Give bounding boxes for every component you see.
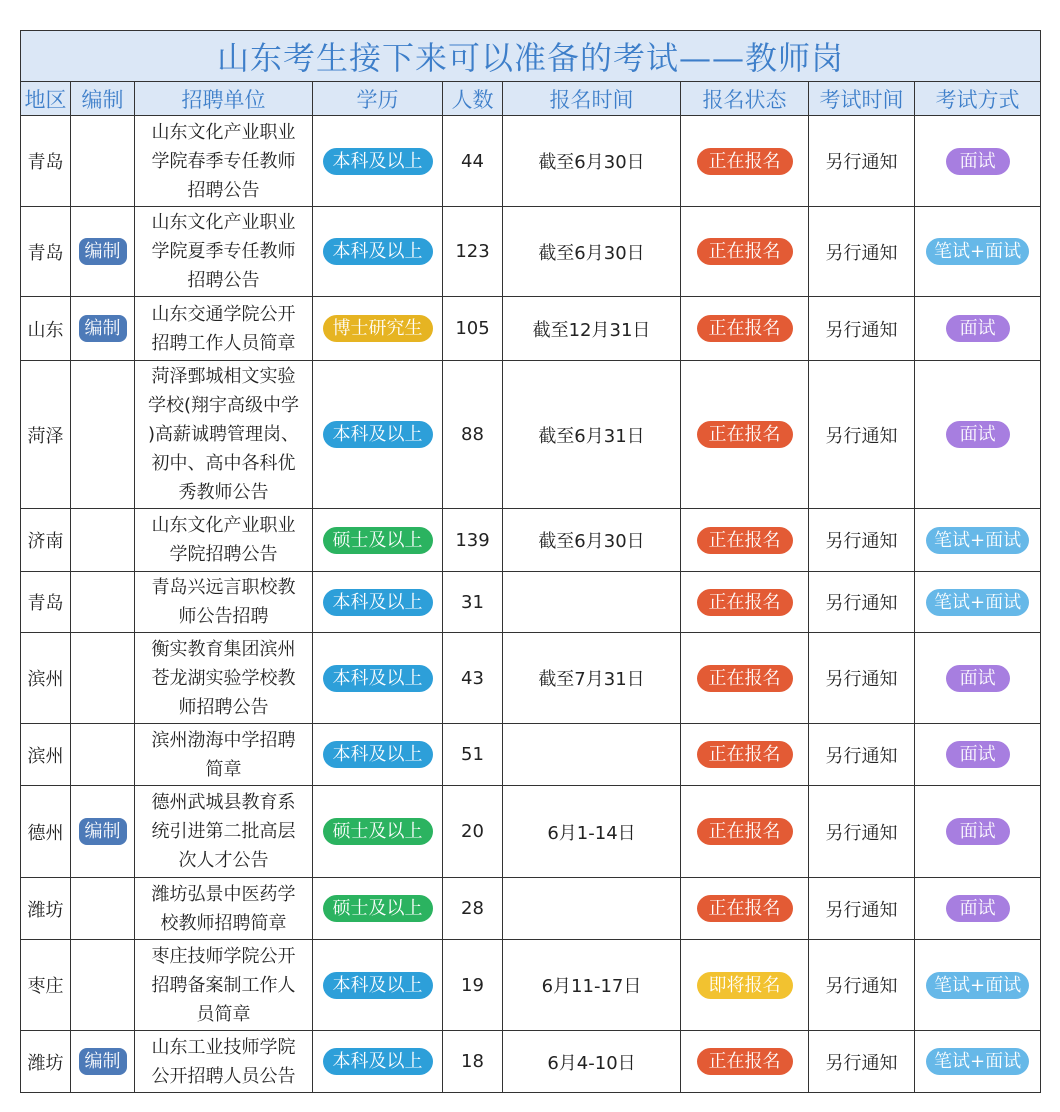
mode-badge: 笔试+面试: [926, 1048, 1029, 1075]
org-line: 秀教师公告: [178, 482, 269, 503]
cell-signup-time: [503, 724, 681, 786]
org-line: 苍龙湖实验学校教: [151, 667, 296, 689]
org-line: 次人才公告: [178, 850, 269, 871]
bianzhi-badge: 编制: [79, 315, 127, 342]
cell-status: [681, 878, 809, 940]
cell-bianzhi: [71, 572, 135, 633]
cell-mode: [915, 509, 1041, 572]
cell-status: [681, 786, 809, 878]
cell-org: [135, 207, 313, 297]
mode-badge: 面试: [946, 665, 1010, 692]
signup-time-text: 6月11-17日: [541, 976, 642, 997]
table-row: [21, 361, 1041, 509]
cell-org: [135, 509, 313, 572]
org-line: 校教师招聘简章: [160, 912, 287, 934]
exam-time-text: 另行通知: [825, 976, 898, 997]
table-title: 山东考生接下来可以准备的考试——教师岗: [21, 31, 1041, 82]
cell-count: [443, 878, 503, 940]
edu-badge: 本科及以上: [323, 1048, 433, 1075]
cell-count: [443, 207, 503, 297]
cell-edu: [313, 207, 443, 297]
cell-edu: [313, 572, 443, 633]
exam-time-text: 另行通知: [825, 152, 898, 173]
cell-bianzhi: [71, 116, 135, 207]
region-text: 德州: [27, 822, 64, 844]
cell-org: [135, 786, 313, 878]
cell-exam-time: [809, 878, 915, 940]
region-text: 济南: [27, 531, 64, 552]
status-badge: 正在报名: [697, 148, 793, 175]
org-line: 师招聘公告: [178, 696, 269, 718]
cell-region: [21, 207, 71, 297]
edu-badge: 硕士及以上: [323, 895, 433, 922]
cell-mode: [915, 724, 1041, 786]
header-signup-time: 报名时间: [503, 82, 681, 116]
mode-badge: 笔试+面试: [926, 527, 1029, 554]
mode-badge: 笔试+面试: [926, 589, 1029, 616]
cell-status: [681, 1031, 809, 1093]
cell-bianzhi: [71, 1031, 135, 1093]
cell-org: [135, 572, 313, 633]
header-count: 人数: [443, 82, 503, 116]
signup-time-text: 截至12月31日: [532, 319, 651, 341]
status-badge: 正在报名: [697, 527, 793, 554]
org-line: 菏泽鄄城相文实验: [151, 366, 296, 387]
bianzhi-badge: 编制: [79, 818, 127, 845]
count-text: 123: [455, 241, 490, 262]
cell-edu: [313, 297, 443, 361]
org-line: 招聘工作人员简章: [151, 332, 296, 354]
header-edu: 学历: [313, 82, 443, 116]
mode-badge: 面试: [946, 315, 1010, 342]
header-mode: 考试方式: [915, 82, 1041, 116]
region-text: 青岛: [27, 242, 64, 264]
org-line: 学院夏季专任教师: [151, 241, 296, 262]
cell-region: [21, 116, 71, 207]
cell-mode: [915, 361, 1041, 509]
org-line: 学校(翔宇高级中学: [147, 395, 300, 416]
cell-signup-time: [503, 207, 681, 297]
edu-badge: 博士研究生: [323, 315, 433, 342]
cell-status: [681, 724, 809, 786]
cell-status: [681, 361, 809, 509]
edu-badge: 本科及以上: [323, 972, 433, 999]
status-badge: 正在报名: [697, 315, 793, 342]
status-badge: 即将报名: [697, 972, 793, 999]
cell-count: [443, 724, 503, 786]
header-org: 招聘单位: [135, 82, 313, 116]
bianzhi-badge: 编制: [79, 1048, 127, 1075]
signup-time-text: 截至6月30日: [538, 531, 645, 552]
count-text: 105: [455, 318, 490, 339]
cell-edu: [313, 1031, 443, 1093]
cell-org: [135, 724, 313, 786]
count-text: 28: [461, 898, 484, 919]
org-line: 学院春季专任教师: [151, 150, 296, 172]
cell-edu: [313, 633, 443, 724]
cell-mode: [915, 786, 1041, 878]
edu-badge: 本科及以上: [323, 741, 433, 768]
cell-bianzhi: [71, 509, 135, 572]
exam-time-text: 另行通知: [825, 822, 898, 844]
exam-time-text: 另行通知: [825, 1052, 898, 1074]
cell-mode: [915, 878, 1041, 940]
cell-region: [21, 572, 71, 633]
edu-badge: 硕士及以上: [323, 527, 433, 554]
cell-signup-time: [503, 297, 681, 361]
count-text: 43: [461, 667, 484, 689]
cell-exam-time: [809, 940, 915, 1031]
count-text: 44: [461, 150, 484, 172]
cell-count: [443, 940, 503, 1031]
count-text: 51: [461, 744, 484, 765]
cell-signup-time: [503, 940, 681, 1031]
status-badge: 正在报名: [697, 589, 793, 616]
org-line: 师公告招聘: [178, 606, 269, 627]
cell-org: [135, 940, 313, 1031]
count-text: 18: [461, 1051, 484, 1072]
cell-signup-time: [503, 361, 681, 509]
region-text: 青岛: [27, 593, 64, 614]
cell-signup-time: [503, 633, 681, 724]
cell-mode: [915, 633, 1041, 724]
cell-bianzhi: [71, 297, 135, 361]
count-text: 19: [461, 974, 484, 996]
table-row: [21, 940, 1041, 1031]
edu-badge: 本科及以上: [323, 589, 433, 616]
cell-bianzhi: [71, 786, 135, 878]
count-text: 139: [455, 529, 490, 551]
cell-exam-time: [809, 633, 915, 724]
signup-time-text: 截至6月30日: [538, 242, 645, 264]
cell-exam-time: [809, 786, 915, 878]
cell-region: [21, 724, 71, 786]
org-line: 招聘备案制工作人: [151, 974, 296, 996]
org-line: 员简章: [196, 1003, 251, 1025]
cell-region: [21, 297, 71, 361]
region-text: 滨州: [27, 745, 64, 767]
cell-signup-time: [503, 878, 681, 940]
table-row: [21, 633, 1041, 724]
exam-time-text: 另行通知: [825, 531, 898, 552]
table-row: [21, 207, 1041, 297]
cell-count: [443, 297, 503, 361]
cell-region: [21, 786, 71, 878]
status-badge: 正在报名: [697, 741, 793, 768]
cell-count: [443, 572, 503, 633]
cell-org: [135, 633, 313, 724]
org-line: 青岛兴远言职校教: [151, 577, 296, 598]
cell-status: [681, 509, 809, 572]
exam-time-text: 另行通知: [825, 319, 898, 341]
mode-badge: 面试: [946, 741, 1010, 768]
cell-org: [135, 361, 313, 509]
exam-table: [20, 30, 1041, 1093]
region-text: 滨州: [27, 669, 64, 690]
cell-exam-time: [809, 1031, 915, 1093]
cell-count: [443, 509, 503, 572]
mode-badge: 面试: [946, 818, 1010, 845]
count-text: 20: [461, 821, 484, 842]
cell-count: [443, 1031, 503, 1093]
cell-bianzhi: [71, 207, 135, 297]
org-line: 山东文化产业职业: [151, 212, 296, 233]
cell-region: [21, 509, 71, 572]
org-line: 招聘公告: [187, 270, 260, 291]
edu-badge: 本科及以上: [323, 421, 433, 448]
org-line: 招聘公告: [187, 179, 260, 201]
cell-region: [21, 1031, 71, 1093]
org-line: 山东交通学院公开: [151, 303, 296, 325]
cell-org: [135, 878, 313, 940]
header-bianzhi: 编制: [71, 82, 135, 116]
cell-signup-time: [503, 786, 681, 878]
cell-edu: [313, 786, 443, 878]
mode-badge: 笔试+面试: [926, 972, 1029, 999]
exam-time-text: 另行通知: [825, 669, 898, 690]
count-text: 88: [461, 424, 484, 445]
exam-table-sheet: [20, 30, 1040, 1093]
cell-status: [681, 207, 809, 297]
table-row: [21, 724, 1041, 786]
table-row: [21, 1031, 1041, 1093]
cell-mode: [915, 207, 1041, 297]
region-text: 山东: [27, 319, 64, 341]
status-badge: 正在报名: [697, 421, 793, 448]
signup-time-text: 6月1-14日: [547, 822, 636, 844]
cell-edu: [313, 509, 443, 572]
region-text: 潍坊: [27, 1052, 64, 1074]
org-line: 山东文化产业职业: [151, 515, 296, 536]
org-line: 公开招聘人员公告: [151, 1065, 296, 1087]
mode-badge: 面试: [946, 421, 1010, 448]
region-text: 潍坊: [27, 899, 64, 921]
region-text: 菏泽: [27, 425, 64, 447]
region-text: 枣庄: [27, 976, 64, 997]
exam-time-text: 另行通知: [825, 425, 898, 447]
cell-org: [135, 116, 313, 207]
cell-region: [21, 940, 71, 1031]
cell-signup-time: [503, 572, 681, 633]
cell-edu: [313, 878, 443, 940]
table-row: [21, 786, 1041, 878]
cell-mode: [915, 572, 1041, 633]
table-row: [21, 116, 1041, 207]
cell-count: [443, 116, 503, 207]
cell-exam-time: [809, 361, 915, 509]
status-badge: 正在报名: [697, 665, 793, 692]
cell-count: [443, 786, 503, 878]
cell-org: [135, 297, 313, 361]
cell-status: [681, 633, 809, 724]
cell-org: [135, 1031, 313, 1093]
cell-exam-time: [809, 572, 915, 633]
org-line: 山东工业技师学院: [151, 1036, 296, 1058]
table-row: [21, 509, 1041, 572]
mode-badge: 笔试+面试: [926, 238, 1029, 265]
exam-time-text: 另行通知: [825, 242, 898, 264]
cell-signup-time: [503, 116, 681, 207]
org-line: 枣庄技师学院公开: [151, 945, 296, 967]
cell-bianzhi: [71, 361, 135, 509]
status-badge: 正在报名: [697, 895, 793, 922]
signup-time-text: 截至6月31日: [538, 425, 645, 447]
cell-count: [443, 361, 503, 509]
exam-time-text: 另行通知: [825, 593, 898, 614]
cell-edu: [313, 361, 443, 509]
table-row: [21, 572, 1041, 633]
header-row: [21, 82, 1041, 116]
cell-exam-time: [809, 509, 915, 572]
cell-signup-time: [503, 509, 681, 572]
signup-time-text: 截至7月31日: [538, 669, 645, 690]
cell-exam-time: [809, 207, 915, 297]
cell-exam-time: [809, 297, 915, 361]
header-status: 报名状态: [681, 82, 809, 116]
cell-bianzhi: [71, 940, 135, 1031]
org-line: 山东文化产业职业: [151, 121, 296, 143]
cell-exam-time: [809, 724, 915, 786]
cell-status: [681, 940, 809, 1031]
cell-mode: [915, 940, 1041, 1031]
count-text: 31: [461, 591, 484, 613]
edu-badge: 硕士及以上: [323, 818, 433, 845]
org-line: 统引进第二批高层: [151, 821, 296, 842]
header-region: 地区: [21, 82, 71, 116]
cell-count: [443, 633, 503, 724]
mode-badge: 面试: [946, 148, 1010, 175]
org-line: 简章: [205, 758, 242, 780]
cell-bianzhi: [71, 633, 135, 724]
edu-badge: 本科及以上: [323, 238, 433, 265]
signup-time-text: 截至6月30日: [538, 152, 645, 173]
org-line: 初中、高中各科优: [151, 453, 296, 474]
status-badge: 正在报名: [697, 238, 793, 265]
cell-mode: [915, 297, 1041, 361]
cell-bianzhi: [71, 724, 135, 786]
edu-badge: 本科及以上: [323, 665, 433, 692]
table-row: [21, 878, 1041, 940]
cell-edu: [313, 940, 443, 1031]
cell-bianzhi: [71, 878, 135, 940]
cell-status: [681, 572, 809, 633]
cell-edu: [313, 724, 443, 786]
cell-exam-time: [809, 116, 915, 207]
cell-status: [681, 116, 809, 207]
header-exam-time: 考试时间: [809, 82, 915, 116]
cell-mode: [915, 1031, 1041, 1093]
org-line: 学院招聘公告: [169, 544, 278, 565]
cell-region: [21, 878, 71, 940]
edu-badge: 本科及以上: [323, 148, 433, 175]
org-line: 衡实教育集团滨州: [151, 638, 296, 660]
table-body: [21, 116, 1041, 1093]
mode-badge: 面试: [946, 895, 1010, 922]
signup-time-text: 6月4-10日: [547, 1052, 636, 1074]
region-text: 青岛: [27, 152, 64, 173]
cell-mode: [915, 116, 1041, 207]
exam-time-text: 另行通知: [825, 899, 898, 921]
bianzhi-badge: 编制: [79, 238, 127, 265]
cell-region: [21, 633, 71, 724]
cell-region: [21, 361, 71, 509]
org-line: )高薪诚聘管理岗、: [147, 424, 300, 445]
exam-time-text: 另行通知: [825, 745, 898, 767]
org-line: 滨州渤海中学招聘: [151, 729, 296, 751]
org-line: 潍坊弘景中医药学: [151, 883, 296, 905]
cell-signup-time: [503, 1031, 681, 1093]
cell-status: [681, 297, 809, 361]
cell-edu: [313, 116, 443, 207]
status-badge: 正在报名: [697, 1048, 793, 1075]
status-badge: 正在报名: [697, 818, 793, 845]
org-line: 德州武城县教育系: [151, 792, 296, 813]
table-row: [21, 297, 1041, 361]
